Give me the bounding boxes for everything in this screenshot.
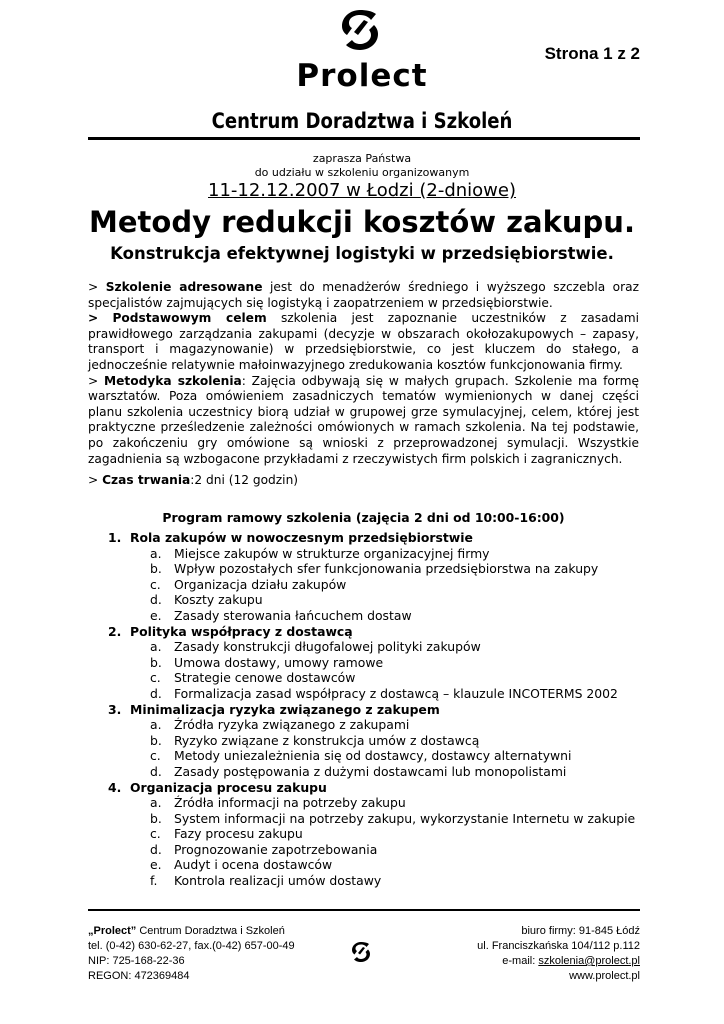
section-number: 2. bbox=[108, 623, 122, 639]
section-title: Organizacja procesu zakupu bbox=[130, 779, 327, 795]
training-subtitle: Konstrukcja efektywnej logistyki w przedsiębiorstwie. bbox=[110, 244, 614, 263]
footer-regon: REGON: 472369484 bbox=[88, 970, 190, 982]
brand-subtitle: Centrum Doradztwa i Szkoleń bbox=[211, 109, 513, 133]
program-item bbox=[108, 639, 648, 655]
item-letter: a. bbox=[150, 545, 162, 561]
item-letter: a. bbox=[150, 795, 162, 811]
program-item bbox=[108, 795, 648, 811]
program-item bbox=[108, 748, 648, 764]
item-letter: c. bbox=[150, 826, 161, 842]
audience-text: jest do menadżerów średniego i wyższego szczebla oraz specjalistów zajmujących się logistyką i zaopatrzeniem w przedsiębiorstwie. bbox=[88, 280, 640, 310]
footer-nip: NIP: 725-168-22-36 bbox=[88, 955, 185, 967]
program-item bbox=[108, 717, 648, 733]
prolect-logo-icon bbox=[338, 8, 382, 52]
program-item bbox=[108, 561, 648, 577]
program-item bbox=[108, 873, 648, 889]
bullet-marker: > bbox=[88, 280, 99, 294]
method-paragraph bbox=[88, 374, 639, 468]
item-letter: e. bbox=[150, 857, 162, 873]
program-item bbox=[108, 670, 648, 686]
item-text: Zasady konstrukcji długofalowej polityki zakupów bbox=[174, 639, 481, 655]
program-section bbox=[108, 780, 648, 796]
footer-email-label: e-mail: bbox=[502, 955, 539, 967]
program-item bbox=[108, 811, 648, 827]
section-number: 1. bbox=[108, 530, 122, 545]
item-text: Zasady sterowania łańcuchem dostaw bbox=[174, 607, 412, 623]
item-text: Ryzyko związane z konstrukcja umów z dostawcą bbox=[174, 732, 480, 748]
method-text: : Zajęcia odbywają się w małych grupach. Szkolenie ma formę warsztatów. Poza omówieniem zasadniczych tematów wymienionych w danej części planu szkolenia uczestnicy biorą udział w grupowej grze symulacyjnej, celem, której jest praktyczne prześledzenie zależności omówionych w ramach szkolenia. Na tej podstawie, po zakończeniu gry omówione są wnioski z przeprowadzonej symulacji. Wszystkie zagadnienia są wzbogacone przykładami z rzeczywistych firm polskich i zagranicznych. bbox=[88, 373, 639, 466]
item-letter: c. bbox=[150, 576, 161, 592]
program-item bbox=[108, 764, 648, 780]
program-item bbox=[108, 608, 648, 624]
program-section bbox=[108, 624, 648, 640]
bullet-marker: > bbox=[88, 311, 99, 326]
invitation-line-1: zaprasza Państwa bbox=[312, 152, 412, 165]
item-text: Organizacja działu zakupów bbox=[174, 576, 347, 592]
bullet-marker: > bbox=[88, 473, 99, 488]
item-text: Źródła ryzyka związanego z zakupami bbox=[174, 717, 410, 733]
item-text: Zasady postępowania z dużymi dostawcami lub monopolistami bbox=[174, 763, 567, 779]
program-section bbox=[108, 702, 648, 718]
program-title: Program ramowy szkolenia (zajęcia 2 dni od 10:00-16:00) bbox=[162, 510, 565, 525]
item-text: Umowa dostawy, umowy ramowe bbox=[174, 654, 384, 670]
description-body bbox=[88, 280, 639, 489]
program-item bbox=[108, 577, 648, 593]
item-text: Fazy procesu zakupu bbox=[174, 826, 303, 842]
bullet-marker: > bbox=[88, 373, 99, 388]
footer-website[interactable]: www.prolect.pl bbox=[569, 970, 640, 982]
duration-text: :2 dni (12 godzin) bbox=[190, 473, 299, 488]
section-number: 4. bbox=[108, 779, 122, 795]
program-item bbox=[108, 842, 648, 858]
footer-company-name: „Prolect” bbox=[88, 925, 137, 937]
item-letter: f. bbox=[150, 873, 158, 889]
brand-name: Prolect bbox=[296, 58, 428, 94]
item-letter: b. bbox=[150, 810, 162, 826]
section-title: Rola zakupów w nowoczesnym przedsiębiorstwie bbox=[130, 530, 473, 545]
goal-label: Podstawowym celem bbox=[112, 311, 267, 326]
section-number: 3. bbox=[108, 701, 122, 717]
item-text: Strategie cenowe dostawców bbox=[174, 670, 356, 686]
section-title: Minimalizacja ryzyka związanego z zakupem bbox=[130, 701, 440, 717]
program-item bbox=[108, 826, 648, 842]
method-label: Metodyka szkolenia bbox=[103, 373, 242, 388]
program-item bbox=[108, 733, 648, 749]
item-text: Kontrola realizacji umów dostawy bbox=[174, 873, 382, 889]
item-text: Prognozowanie zapotrzebowania bbox=[174, 841, 378, 857]
footer-divider bbox=[88, 909, 640, 911]
footer-company-desc: Centrum Doradztwa i Szkoleń bbox=[136, 925, 285, 937]
item-text: Źródła informacji na potrzeby zakupu bbox=[174, 795, 406, 811]
header-divider bbox=[88, 137, 640, 140]
program-item bbox=[108, 686, 648, 702]
item-letter: a. bbox=[150, 639, 162, 655]
footer-phone: tel. (0-42) 630-62-27, fax.(0-42) 657-00-49 bbox=[88, 940, 295, 952]
footer-company-info bbox=[88, 924, 388, 984]
program-item bbox=[108, 592, 648, 608]
item-letter: d. bbox=[150, 685, 162, 701]
training-date: 11-12.12.2007 w Łodzi (2-dniowe) bbox=[208, 180, 516, 201]
item-letter: b. bbox=[150, 732, 162, 748]
item-letter: b. bbox=[150, 654, 162, 670]
item-text: Koszty zakupu bbox=[174, 592, 263, 608]
section-title: Polityka współpracy z dostawcą bbox=[130, 623, 353, 639]
goal-paragraph bbox=[88, 311, 639, 373]
goal-text: szkolenia jest zapoznanie uczestników z zasadami prawidłowego zarządzania zakupami (decyzje w obszarach okołozakupowych – zapasy, transport i magazynowanie) w przedsiębiorstwie, co jest kluczem do stałego, a jednocześnie relatywnie małoinwazyjnego zredukowania kosztów funkcjonowania firmy. bbox=[88, 311, 640, 372]
item-letter: b. bbox=[150, 561, 162, 577]
footer-street: ul. Franciszkańska 104/112 p.112 bbox=[477, 940, 640, 952]
footer-office: biuro firmy: 91-845 Łódź bbox=[521, 925, 640, 937]
item-text: Miejsce zakupów w strukturze organizacyjnej firmy bbox=[174, 545, 490, 561]
program-list bbox=[108, 530, 648, 889]
page-number: Strona 1 z 2 bbox=[544, 44, 640, 63]
program-item bbox=[108, 546, 648, 562]
item-letter: d. bbox=[150, 763, 162, 779]
duration-label: Czas trwania bbox=[102, 473, 191, 488]
training-title: Metody redukcji kosztów zakupu. bbox=[89, 205, 635, 239]
item-letter: e. bbox=[150, 607, 162, 623]
item-letter: c. bbox=[150, 670, 161, 686]
item-letter: c. bbox=[150, 748, 161, 764]
program-item bbox=[108, 655, 648, 671]
program-section bbox=[108, 530, 648, 546]
audience-label: Szkolenie adresowane bbox=[105, 280, 263, 294]
program-item bbox=[108, 857, 648, 873]
footer-address-info bbox=[390, 924, 640, 984]
item-text: System informacji na potrzeby zakupu, wykorzystanie Internetu w zakupie bbox=[174, 810, 636, 826]
item-letter: d. bbox=[150, 592, 162, 608]
item-text: Metody uniezależnienia się od dostawcy, dostawcy alternatywni bbox=[174, 748, 572, 764]
item-letter: a. bbox=[150, 717, 162, 733]
item-text: Formalizacja zasad współpracy z dostawcą – klauzule INCOTERMS 2002 bbox=[174, 685, 618, 701]
duration-paragraph bbox=[88, 473, 639, 489]
invitation-line-2: do udziału w szkoleniu organizowanym bbox=[254, 166, 470, 179]
footer-email-link[interactable]: szkolenia@prolect.pl bbox=[538, 955, 640, 967]
item-text: Wpływ pozostałych sfer funkcjonowania przedsiębiorstwa na zakupy bbox=[174, 561, 599, 577]
audience-paragraph bbox=[88, 280, 639, 311]
item-letter: d. bbox=[150, 841, 162, 857]
prolect-logo-small-icon bbox=[350, 941, 372, 963]
item-text: Audyt i ocena dostawców bbox=[174, 857, 333, 873]
